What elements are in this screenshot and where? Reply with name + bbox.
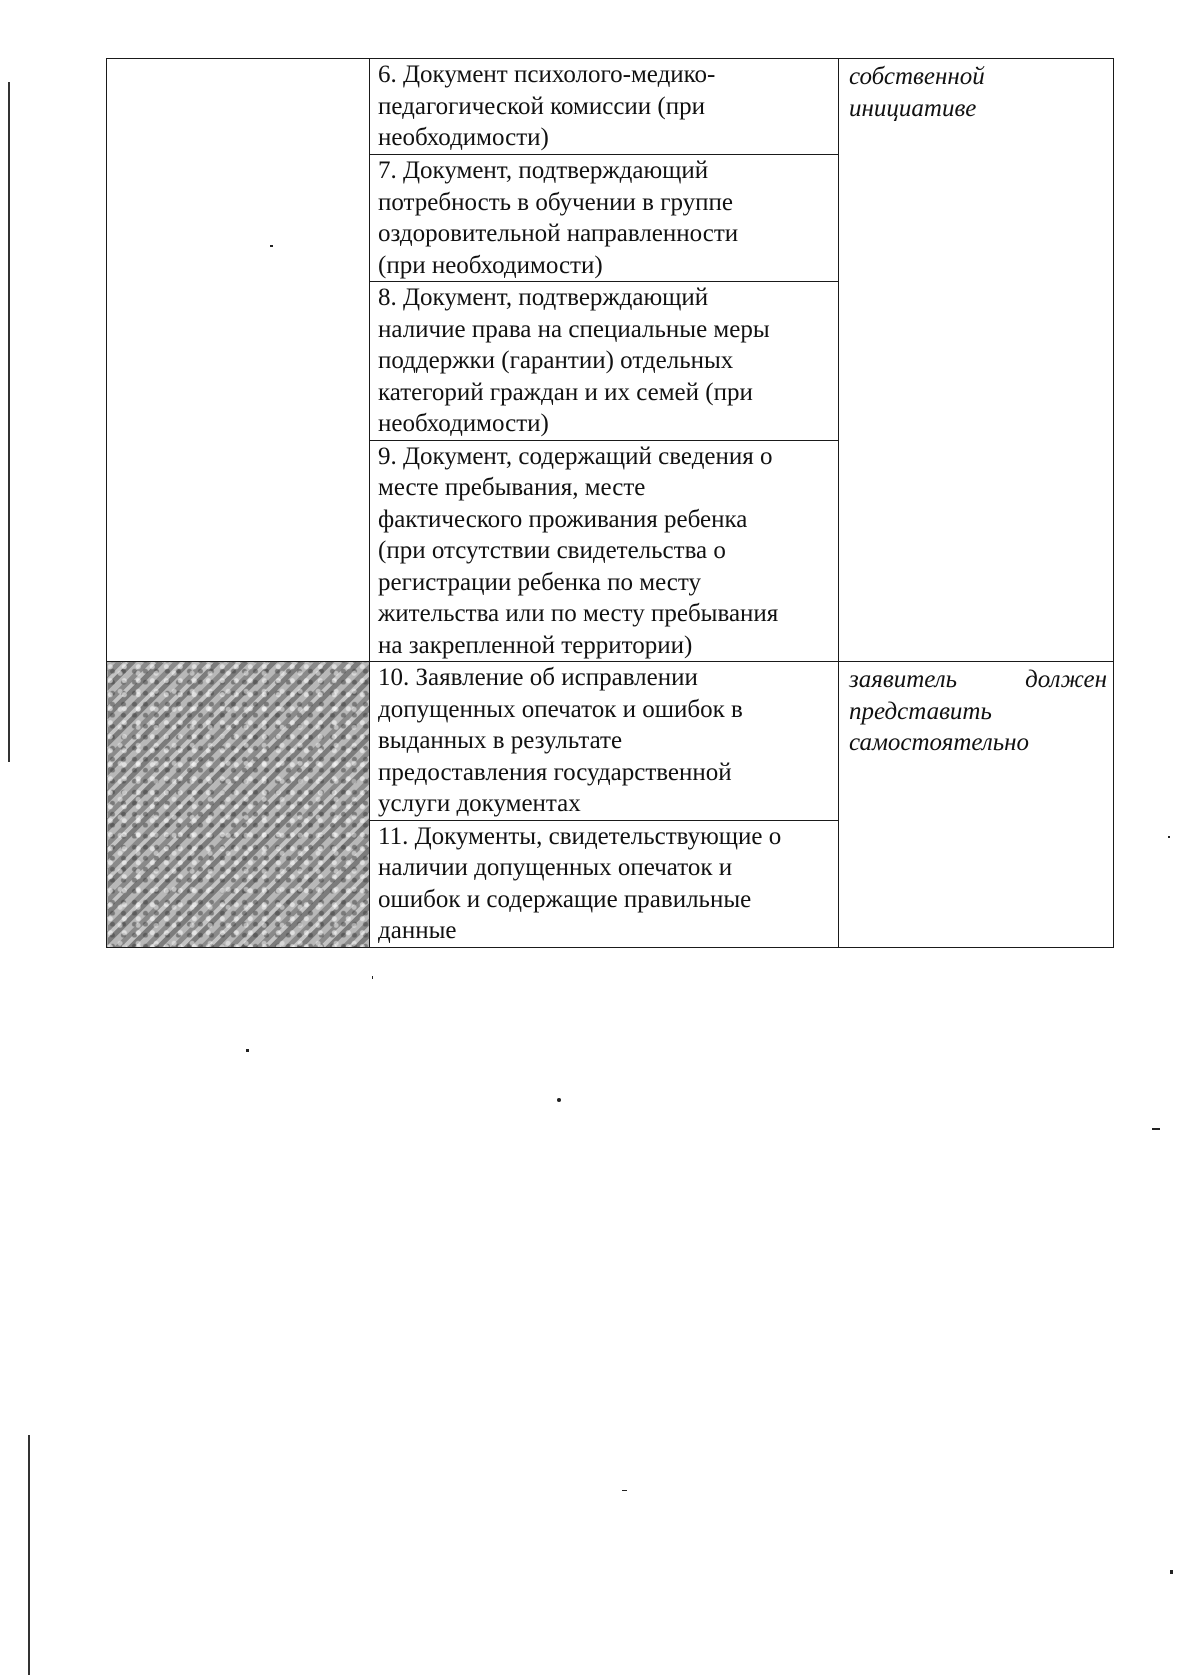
table-cell-document [370,59,839,155]
speck [1152,1128,1160,1130]
table-cell-note [839,662,1114,948]
table-cell-document [370,662,839,821]
table-row [107,662,1114,821]
left-margin-line-bottom [28,1435,30,1675]
note-text: представить самостоятельно [849,697,1030,756]
table-cell-document [370,440,839,662]
table-cell-document [370,155,839,282]
table-row [107,59,1114,155]
table-cell-document [370,820,839,947]
note-first-line [849,664,1107,696]
blank-cell [107,59,370,662]
speck [246,1049,249,1052]
note-text: собственной инициативе [849,63,985,122]
document-item-text: 7. Документ, подтверждающий потребность в обучении в группе оздоровительной направленности (при необходимости) [378,157,739,279]
documents-table [106,58,1114,948]
document-item-text: 6. Документ психолого-медико- педагогической комиссии (при необходимости) [378,61,716,151]
note-word: заявитель [849,666,958,693]
shaded-cell [107,662,370,948]
speck [557,1098,561,1102]
note-word: должен [1025,666,1107,693]
document-item-text: 10. Заявление об исправлении допущенных опечаток и ошибок в выданных в результате предоставления государственной услуги документах [378,664,743,817]
document-item-text: 8. Документ, подтверждающий наличие права на специальные меры поддержки (гарантии) отдельных категорий граждан и их семей (при необходимости) [378,284,770,437]
left-margin-line-top [8,82,10,762]
speck [622,1490,627,1491]
document-item-text: 9. Документ, содержащий сведения о месте пребывания, месте фактического проживания ребенка (при отсутствии свидетельства о регистрации ребенка по месту жительства или по месту пребывания на закрепленной территории) [378,442,779,659]
speck [372,976,373,979]
document-item-text: 11. Документы, свидетельствующие о наличии допущенных опечаток и ошибок и содержащие правильные данные [378,822,782,944]
table-cell-document [370,282,839,441]
speck [1168,836,1170,838]
table-cell-note [839,59,1114,662]
speck [1170,1570,1173,1574]
